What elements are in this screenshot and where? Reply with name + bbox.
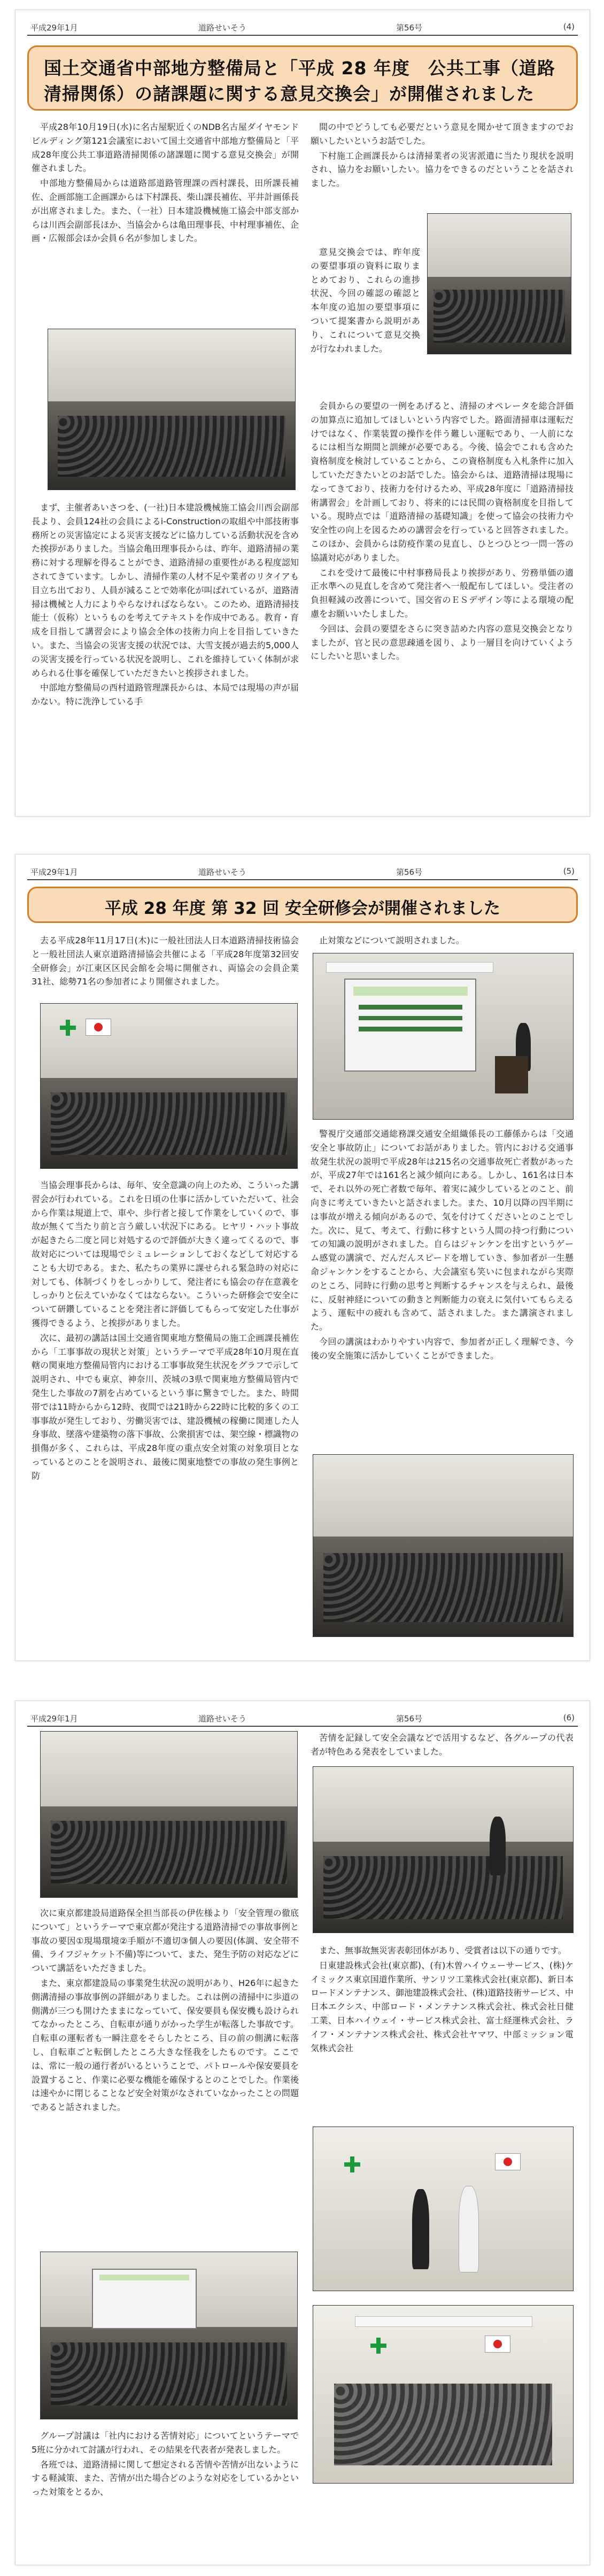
body-text-left-mid [32, 1906, 299, 2115]
body-text-right-top [311, 120, 574, 191]
group-discussion-photo-1 [40, 1731, 298, 1898]
paragraph: グループ討議は「社内における苦情対応」についてというテーマで5班に分かれて討議が行われ、その結果を代表者が発表しました。 [32, 2431, 299, 2455]
page-header [27, 865, 578, 880]
japan-flag-icon [86, 1019, 111, 1036]
paragraph: 苦情を記録して安全会議などで活用するなど、各グループの代表者が特色ある発表をしていました。 [311, 1733, 574, 1757]
seminar-banner [355, 2316, 532, 2327]
body-text-right-top [311, 1731, 574, 1760]
newsletter-page-4 [15, 10, 590, 817]
article-title-line-1: 国土交通省中部地方整備局と「平成 28 年度 公共工事（道路 [44, 58, 555, 79]
body-text-left-top [32, 934, 299, 990]
paragraph: 中部地方整備局の西村道路管理課長からは、本局では現場の声が届かない。特に洗浄している手 [32, 682, 299, 707]
paragraph: まず、主催者あいさつを、(一社)日本建設機械施工協会川西会副部長より、会員124社の会員によるi-Constructionの取組や中部技術事務所との災害協定による災害支援などに協力している活動状況を含めた挨拶がありました。当協会亀田理事長からは、昨年、道路清掃の業務に対する理解を得ることができ、道路清掃の重要性がある程度認知されてきています。しかし、清掃作業の人材不足や業者のリタイアも目立ち出ており、人員が減ることで効率化が叫ばれているが、道路清掃は機械と人力によりやらなければならない。このため、道路清掃技能士（仮称）というものを考えてテキストを作成中である。教育・育成を目指して講習会により協会全体の技術力向上を目指していきたい。また、当協会の災害支援の状況では、大雪支援が過去約5,000人の災害支援を行っている状況を説明し、これを維持していく体制が求められる仕事を確保していただきたいと挨拶されました。 [32, 502, 299, 678]
paragraph: 今回は、会員の要望をさらに突き詰めた内容の意見交換会となりましたが、官と民の意思疎通を図り、より一層目を向けていくようにしたいと思いました。 [311, 623, 574, 662]
paragraph: 警視庁交通部交通総務課交通安全組織係長の工藤係からは「交通安全と事故防止」についてお話がありました。管内における交通事故発生状況の説明で平成28年は215名の交通事故死亡者数があったが、平成27年では161名と減少傾向にある。しかし、161名は日本で、それ以外の死亡者数で毎年、着実に減少しているとのこと、前向きに考えていきたいと話されました。また、10月以降の四半期には事故が増える傾向があるので、気を付けてくださいとのことでした。次に、見て、考えて、行動に移すという人間の持つ行動についての知識の説明がされました。自らはジャンケンを出すというゲーム感覚の講演で、だんだんスピードを増していき、参加者が一生懸命ジャンケンをすることから、大会議室も笑いに包まれながら実際のところ、同時に行動の思考と判断するチャンスを与えられ、最後に、反射神経についての動きと判断能力の衰えに気付いてもらえるよう、運転中の疲れも含めて、話されました。また講演されました。 [311, 1129, 574, 1332]
presenter [412, 2189, 429, 2269]
award-group-photo [313, 2305, 574, 2484]
header-date: 平成29年1月 [30, 1714, 78, 1724]
podium [495, 1056, 528, 1093]
safety-cross-icon [370, 2338, 386, 2354]
paragraph: 今回の講演はわかりやすい内容で、参加者が正しく理解でき、今後の安全施策に活かしていくことができました。 [311, 1336, 574, 1361]
header-issue: 第56号 [396, 1714, 423, 1724]
paragraph: これを受けて最後に中村事務局長より挨拶があり、労務単価の適正水準への見直しを含めて発注者へ一般配布してほしい。受注者の負担軽減の改善について、国交省のＥＳデザイン等による環境の配慮をお願いいたしました。 [311, 567, 574, 619]
paragraph: 去る平成28年11月17日(木)に一般社団法人日本道路清掃技術協会と一般社団法人東京道路清掃協会共催による「平成28年度第32回安全研修会」が江東区区民会館を会場に開催され、両協会の会員企業31社、総勢71名の参加者により開催されました。 [32, 935, 299, 987]
award-ceremony-photo [313, 2127, 574, 2291]
seminar-photo-screen [313, 953, 574, 1120]
paragraph: 意見交換会では、昨年度の要望事項の資料に取りまとめており、これらの進捗状況、今回の確認の確認と本年度の追加の要望事項について提案書から説明があり、これについて意見交換が行なわれました。 [311, 247, 420, 354]
body-text-right-top [311, 934, 574, 949]
safety-cross-icon [344, 2156, 360, 2172]
paragraph: 間の中でどうしても必要だという意見を聞かせて頂きますのでお願いしたいというお話でした。 [311, 122, 574, 146]
body-text-right-mid [311, 1127, 574, 1364]
presentation-photo [313, 1766, 574, 1933]
paragraph: 次に東京都建設局道路保全担当部長の伊佐様より「安全管理の徹底について」というテーマで東京都が発注する道路清掃での事故事例と事故の要因①現場環境②手順が不適切③個人の要因(体調、安全帯不備、ライフジャケット不備)等について、また、発生予防の対応などについて講話をいただきました。 [32, 1908, 299, 1974]
meeting-photo-1 [48, 329, 296, 490]
header-date: 平成29年1月 [30, 867, 78, 877]
group-discussion-photo-2 [40, 2252, 298, 2419]
header-page-number: (4) [563, 22, 575, 32]
header-issue: 第56号 [396, 23, 423, 33]
japan-flag-icon [485, 2336, 510, 2353]
article-title [27, 887, 578, 923]
paragraph: また、無事故無災害表彰団体があり、受賞者は以下の通りです。 [319, 1945, 567, 1956]
newsletter-page-5 [15, 854, 590, 1661]
paragraph: 止対策などについて説明されました。 [319, 935, 464, 945]
body-text-left-top [32, 120, 299, 246]
paragraph: 平成28年10月19日(水)に名古屋駅近くのNDB名古屋ダイヤモンドビルディング第121会議室において国土交通省中部地方整備局と「平成28年度公共工事道路清掃関係の諸課題に関する意見交換会」が開催されました。 [32, 122, 299, 174]
header-publication: 道路せいそう [198, 23, 247, 33]
paragraph: また、東京都建設局の事業発生状況の説明があり、H26年に起きた側溝清掃の事故事例の詳細がありました。これは例の清掃中に歩道の側溝が三つも開けたままになっていて、保安要員も保安機も設けられてなかったところ、自転車が通りがかった学生が転落した事故です。自転車の運転者も一瞬注意をそらしたところ、目の前の側溝に転落し、自転車ごと転倒したところ大きな怪我をしたものです。ここでは、常に一般の通行者がいるということで、パトロールや保安要員を設置すること、作業に必要な機能を確保するとのことでした。作業後は速やかに閉じることなど安全対策がなされていなかったことの問題であると話されました。 [32, 1977, 299, 2113]
header-issue: 第56号 [396, 867, 423, 877]
body-text-left-bottom [32, 501, 299, 710]
paragraph: 日東建設株式会社(東京都)、(有)木曽ハイウェーサービス、(株)ケイミックス東京国道作業所、サンリツ工業株式会社(東京都)、新日本ロードメンテナンス、御池建設株式会社、(株)道路技術サービス、中日本エクシス、中部ロード・メンテナンス株式会社、株式会社日健工業、日本ハイウェイ・サービス株式会社、富士経運株式会社、ライフ・メンテナンス株式会社、株式会社ヤマワ、中部ミッション電気株式会社 [311, 1960, 574, 2053]
seminar-photo-audience-2 [313, 1454, 574, 1637]
meeting-photo-2 [427, 213, 571, 354]
header-publication: 道路せいそう [198, 867, 247, 877]
paragraph: 会員からの要望の一例をあげると、清掃のオペレータを総合評価の加算点に追加してほしいという内容でした。路面清掃車は運転だけではなく、作業装置の操作を伴う難しい運転であり、一人前になるには相当な期間と訓練が必要である。今後、協会でこれも含めた資格制度を検討していることから、この資格制度も入札条件に加入していただきたいとのお話でした。協会からは、道路清掃は現場になってきており、技術力を付けるため、平成28年度に「道路清掃技術講習会」を計画しており、将来的には民間の資格制度を目指している。現時点では「道路清掃の基礎知識」を使って協会の技術力や安全性の向上を図るための講習会を行っていると回答されました。このほか、会員からは防疫作業の見直し、ひとつひとつ一問一答の協議対応がありました。 [311, 401, 574, 563]
paragraph: 中部地方整備局からは道路部道路管理課の西村課長、田所課長補佐、企画部施工企画課からは下村課長、柴山課長補佐、平井計画係長が出席されました。また、（一社）日本建設機械施工協会中部支部からは川西会副部長ほか、当協会からは亀田理事長、中村理事補佐、企画・広報部会ほか会員６名が参加しました。 [32, 178, 299, 244]
seminar-banner [326, 962, 493, 973]
header-date: 平成29年1月 [30, 23, 78, 33]
projection-screen [92, 2269, 197, 2329]
body-text-left-bottom [32, 2429, 299, 2500]
article-title [27, 45, 578, 111]
page-header [27, 21, 578, 36]
body-text-left-bottom [32, 1178, 299, 1484]
award-recipient [459, 2186, 479, 2272]
paragraph: 各班では、道路清掃に関して想定される苦情や苦情が出ないようにする軽減策、また、苦情が出た場合どのような対応をしているかといった対策をとるか、 [32, 2459, 299, 2497]
page-header [27, 1712, 578, 1727]
header-page-number: (5) [563, 866, 575, 876]
seminar-photo-audience [40, 1003, 298, 1169]
paragraph: 下村施工企画課長からは清掃業者の災害派遣に当たり現状を説明され、協力をお願いしたい。協力をできるのだということを話されました。 [311, 150, 574, 189]
body-text-right-wrap [311, 245, 420, 356]
body-text-right-bottom [311, 399, 574, 664]
article-title-text: 平成 28 年度 第 32 回 安全研修会が開催されました [104, 899, 501, 918]
header-page-number: (6) [563, 1713, 575, 1722]
presenter [490, 1817, 506, 1875]
safety-cross-icon [60, 1020, 76, 1036]
newsletter-page-6 [15, 1701, 590, 2565]
projection-screen [344, 979, 476, 1072]
paragraph: 当協会理事長からは、毎年、安全意識の向上のため、こういった講習会が行われている。これを日頃の仕事に活かしていただいて、社会から作業は規道上で、車や、歩行者と接して作業をしていくので、事故が無くて当たり前と言う厳しい状況下にある。ヒヤリ・ハット事故が起きたら二度と同じ対処するので評価が大きく違ってくるので、事故対応については現場でシミュレーションしておくなどして対応することも大切である。また、私たちの業界に課せられる緊急時の対応に対しても、体制づくりをしっかりして、発注者にも協会の存在意義をしっかりと伝えていかなくてはならない。こういった研修会で安全について研鑽していることを発注者に評価してもらって安定した仕事が獲得できるよう、と挨拶がありました。 [32, 1180, 299, 1328]
header-publication: 道路せいそう [198, 1714, 247, 1724]
article-title-line-2: 清掃関係）の諸課題に関する意見交換会」が開催されました [44, 83, 535, 104]
japan-flag-icon [495, 2153, 521, 2170]
body-text-right-mid [311, 1944, 574, 2056]
paragraph: 次に、最初の講話は国土交通省関東地方整備局の施工企画課長補佐から「工事事故の現状と対策」というテーマで平成28年10月現在直轄の関東地方整備局管内における工事事故発生状況をグラフで示して説明され、中でも東京、神奈川、茨城の3県で関東地方整備局管内で発生した事故の7割を占めているという事に驚きでした。また、時間帯では11時からから12時、夜間では21時から22時に比較的多くの工事事故が発生しており、労働災害では、建設機械の稼働に関連した人身事故、墜落や建築物の落下事故、公衆損害では、架空線・標識物の損傷が多く、これらは、平成28年度の重点安全対策の対象項目となっているとのことを説明され、最後に関東地整での事故の発生事例と防 [32, 1332, 299, 1481]
